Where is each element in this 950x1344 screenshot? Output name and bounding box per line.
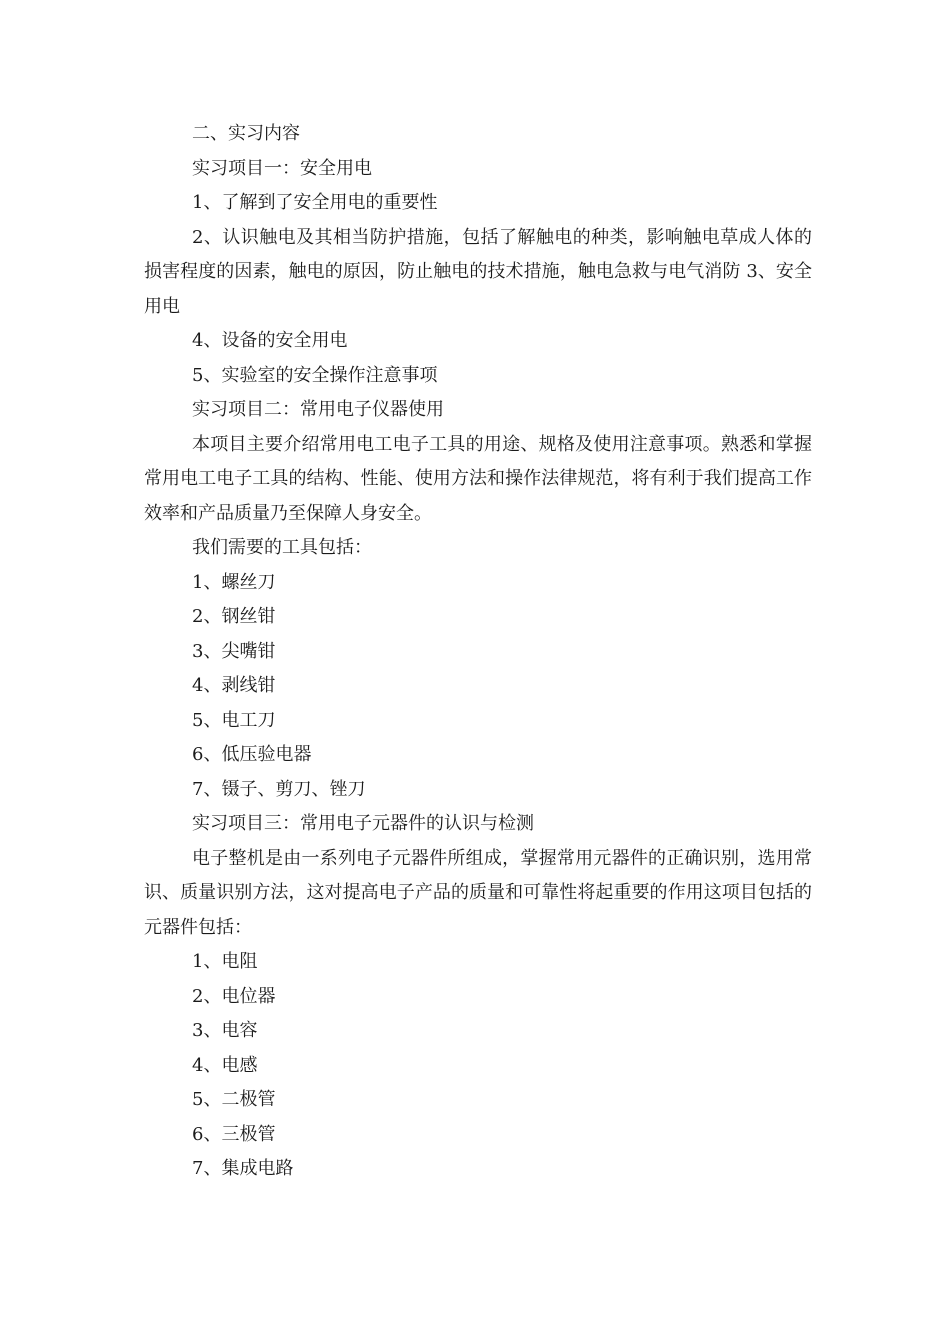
list-item: 1、螺丝刀	[192, 571, 276, 593]
list-item: 6、低压验电器	[192, 744, 312, 765]
list-item: 4、设备的安全用电	[192, 330, 348, 351]
list-item: 1、电阻	[192, 951, 258, 972]
list-item: 2、钢丝钳	[192, 606, 276, 627]
body-paragraph: 本项目主要介绍常用电工电子工具的用途、规格及使用注意事项。熟悉和掌握常用电工电子工具的结构、性能、使用方法和操作法律规范，将有利于我们提高工作效率和产品质量乃至保障人身安全。	[144, 433, 812, 524]
list-item: 4、电感	[192, 1054, 258, 1076]
list-item: 2、认识触电及其相当防护措施，包括了解触电的种类，影响触电草成人体的损害程度的因素，触电的原因，防止触电的技术措施，触电急救与电气消防 3、安全用电	[144, 226, 812, 317]
list-item: 1、了解到了安全用电的重要性	[192, 192, 438, 213]
body-paragraph: 我们需要的工具包括：	[192, 537, 372, 558]
project-heading: 实习项目三：常用电子元器件的认识与检测	[192, 813, 534, 834]
project-heading: 实习项目一：安全用电	[192, 157, 372, 179]
list-item: 3、尖嘴钳	[192, 640, 276, 662]
body-paragraph: 电子整机是由一系列电子元器件所组成，掌握常用元器件的正确识别，选用常识、质量识别方法，这对提高电子产品的质量和可靠性将起重要的作用这项目包括的元器件包括：	[144, 847, 812, 938]
list-item: 3、电容	[192, 1020, 258, 1041]
list-item: 4、剥线钳	[192, 675, 276, 696]
list-item: 7、镊子、剪刀、锉刀	[192, 778, 366, 800]
list-item: 7、集成电路	[192, 1158, 294, 1179]
list-item: 2、电位器	[192, 985, 276, 1007]
section-heading: 二、实习内容	[192, 123, 300, 144]
project-heading: 实习项目二：常用电子仪器使用	[192, 399, 444, 420]
list-item: 6、三极管	[192, 1123, 276, 1145]
list-item: 5、二极管	[192, 1089, 276, 1110]
list-item: 5、实验室的安全操作注意事项	[192, 364, 438, 386]
list-item: 5、电工刀	[192, 709, 276, 731]
document-body	[144, 117, 812, 1187]
